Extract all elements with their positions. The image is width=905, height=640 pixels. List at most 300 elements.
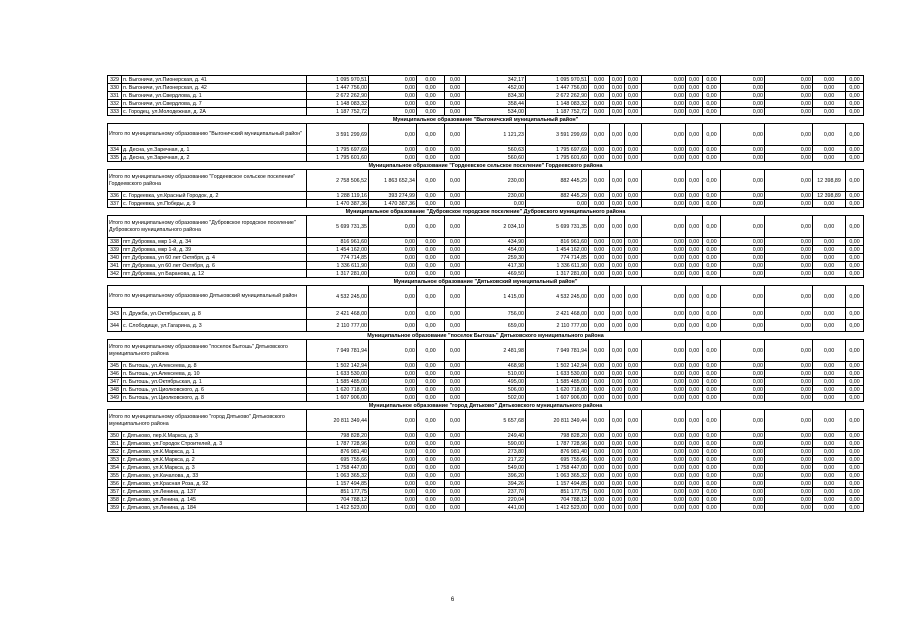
row-cell: 0,00 [703,154,721,162]
total-cell: 0,00 [703,216,721,238]
row-cell: 0,00 [610,362,625,370]
row-cell: 394,26 [466,480,526,488]
row-cell: 0,00 [846,394,864,402]
row-number: 333 [108,108,122,116]
total-cell: 0,00 [642,124,686,146]
row-cell: 0,00 [686,84,703,92]
row-cell: 816 961,60 [307,238,369,246]
row-cell: 0,00 [610,108,625,116]
row-number: 359 [108,504,122,512]
row-cell: 0,00 [703,192,721,200]
row-cell: 0,00 [610,84,625,92]
row-cell: 0,00 [813,496,846,504]
table-row [108,496,864,504]
row-cell: 1 412 523,00 [307,504,369,512]
total-cell: 2 481,98 [466,340,526,362]
row-cell: 1 447 756,00 [526,84,589,92]
row-cell: 0,00 [846,464,864,472]
row-cell: 0,00 [610,154,625,162]
row-cell: 1 787 728,96 [307,440,369,448]
row-number: 346 [108,370,122,378]
row-cell: 851 177,75 [526,488,589,496]
table-row [108,362,864,370]
row-cell: 0,00 [642,448,686,456]
row-number: 329 [108,76,122,84]
row-cell: 0,00 [589,504,610,512]
row-cell: 0,00 [721,496,765,504]
row-cell: 756,00 [466,308,526,320]
row-cell: 0,00 [721,448,765,456]
total-cell: 0,00 [721,216,765,238]
row-cell: 0,00 [642,246,686,254]
row-cell: 0,00 [589,84,610,92]
row-cell: 0,00 [445,320,466,332]
row-cell: 774 714,85 [307,254,369,262]
row-cell: 0,00 [642,386,686,394]
row-cell: 0,00 [417,448,445,456]
row-cell: 0,00 [846,308,864,320]
row-cell: 0,00 [642,308,686,320]
row-cell: 0,00 [369,262,417,270]
row-cell: 0,00 [589,432,610,440]
row-cell: 469,50 [466,270,526,278]
row-cell: 0,00 [686,464,703,472]
row-cell: 0,00 [610,238,625,246]
row-cell: 0,00 [445,378,466,386]
total-cell: 20 811 349,44 [307,410,369,432]
total-cell: 0,00 [589,124,610,146]
row-cell: 0,00 [703,488,721,496]
row-cell: 452,00 [466,84,526,92]
row-cell: 0,00 [417,394,445,402]
row-cell: 0,00 [721,200,765,208]
total-cell: 0,00 [369,216,417,238]
row-cell: 0,00 [721,394,765,402]
total-cell: 0,00 [686,216,703,238]
total-cell: 0,00 [417,124,445,146]
row-cell: 0,00 [703,100,721,108]
row-cell: 0,00 [369,504,417,512]
row-cell: 0,00 [846,370,864,378]
row-cell: 0,00 [589,456,610,464]
total-cell: 0,00 [642,340,686,362]
table-row [108,464,864,472]
row-number: 331 [108,92,122,100]
row-cell: 0,00 [589,386,610,394]
row-cell: 0,00 [721,370,765,378]
row-number: 343 [108,308,122,320]
row-cell: 0,00 [721,504,765,512]
row-cell: 0,00 [765,432,813,440]
row-cell: 0,00 [721,92,765,100]
row-cell: 0,00 [625,100,642,108]
total-cell: 0,00 [417,286,445,308]
row-cell: 0,00 [813,238,846,246]
row-number: 352 [108,448,122,456]
row-cell: 0,00 [686,472,703,480]
row-cell: 0,00 [813,246,846,254]
row-cell: 0,00 [846,84,864,92]
row-cell: 1 095 970,51 [307,76,369,84]
row-cell: 434,90 [466,238,526,246]
row-cell: 0,00 [642,496,686,504]
row-cell: 0,00 [610,308,625,320]
row-cell: 0,00 [625,308,642,320]
total-cell: 0,00 [369,340,417,362]
total-cell: 0,00 [686,170,703,192]
row-cell: 0,00 [369,440,417,448]
row-cell: 0,00 [642,472,686,480]
row-cell: 0,00 [625,108,642,116]
row-cell: 259,30 [466,254,526,262]
row-cell: 1 317 281,00 [526,270,589,278]
row-cell: 0,00 [846,378,864,386]
row-number: 339 [108,246,122,254]
row-cell: 0,00 [642,456,686,464]
row-cell: 0,00 [765,246,813,254]
row-cell: 0,00 [589,496,610,504]
row-cell: 0,00 [445,262,466,270]
row-cell: 0,00 [703,254,721,262]
row-cell: 590,00 [466,440,526,448]
row-cell: 12 398,89 [813,192,846,200]
total-cell: 0,00 [625,124,642,146]
row-cell: 1 620 718,00 [307,386,369,394]
row-number: 348 [108,386,122,394]
row-cell: 0,00 [765,192,813,200]
row-cell: 0,00 [445,432,466,440]
row-cell: 0,00 [445,488,466,496]
row-cell: 816 961,60 [526,238,589,246]
row-cell: 1 795 601,60 [526,154,589,162]
row-cell: 0,00 [813,108,846,116]
row-cell: 0,00 [642,100,686,108]
row-cell: 0,00 [721,378,765,386]
row-cell: 1 585 485,00 [526,378,589,386]
row-cell: 0,00 [813,386,846,394]
row-cell: 0,00 [625,200,642,208]
row-cell: 0,00 [686,238,703,246]
row-cell: 0,00 [813,472,846,480]
row-cell: 0,00 [721,154,765,162]
total-cell: 0,00 [625,410,642,432]
row-cell: 0,00 [445,154,466,162]
row-cell: 0,00 [765,100,813,108]
row-cell: 0,00 [369,84,417,92]
row-cell: 0,00 [703,394,721,402]
row-cell: 468,98 [466,362,526,370]
total-cell: 7 949 781,94 [307,340,369,362]
total-cell: 0,00 [703,170,721,192]
total-cell: 0,00 [813,216,846,238]
row-cell: 0,00 [417,262,445,270]
row-cell: 0,00 [625,154,642,162]
row-cell: 0,00 [765,154,813,162]
row-cell: 0,00 [686,394,703,402]
row-address: г. Дятьково, пер.К.Маркса, д. 3 [122,432,307,440]
row-cell: 0,00 [445,246,466,254]
row-cell: 1 336 611,90 [307,262,369,270]
row-cell: 0,00 [369,464,417,472]
row-cell: 0,00 [813,262,846,270]
row-cell: 0,00 [417,488,445,496]
row-cell: 0,00 [765,448,813,456]
row-address: пгт Дубровка, ул Баранова, д. 12 [122,270,307,278]
total-cell: 20 811 349,44 [526,410,589,432]
row-cell: 0,00 [369,472,417,480]
row-cell: 0,00 [625,146,642,154]
row-cell: 0,00 [721,238,765,246]
row-cell: 704 788,12 [526,496,589,504]
row-cell: 0,00 [721,262,765,270]
row-cell: 695 755,66 [307,456,369,464]
row-cell: 876 981,40 [526,448,589,456]
row-cell: 0,00 [703,76,721,84]
total-cell: 0,00 [721,286,765,308]
total-cell: 4 532 245,00 [307,286,369,308]
row-cell: 0,00 [703,146,721,154]
section-header: Муниципальное образование "Гордеевское сельское поселение" Гордеевского района [368,162,603,169]
row-cell: 0,00 [625,386,642,394]
register-table-body [108,76,864,512]
row-cell: 0,00 [642,254,686,262]
row-cell: 0,00 [846,76,864,84]
row-cell: 0,00 [417,320,445,332]
row-cell: 0,00 [703,84,721,92]
row-cell: 0,00 [417,432,445,440]
row-cell: 0,00 [610,262,625,270]
total-cell: 0,00 [610,124,625,146]
row-cell: 0,00 [846,92,864,100]
total-cell: 0,00 [417,410,445,432]
row-cell: 0,00 [417,440,445,448]
row-cell: 704 788,12 [307,496,369,504]
total-cell: 0,00 [445,124,466,146]
row-cell: 0,00 [369,456,417,464]
total-cell: 1 121,23 [466,124,526,146]
row-cell: 0,00 [765,440,813,448]
row-cell: 0,00 [813,100,846,108]
row-cell: 834,30 [466,92,526,100]
row-cell: 0,00 [846,270,864,278]
row-number: 349 [108,394,122,402]
row-cell: 0,00 [610,192,625,200]
row-cell: 0,00 [703,238,721,246]
row-cell: 0,00 [417,100,445,108]
row-cell: 0,00 [625,432,642,440]
row-cell: 0,00 [813,154,846,162]
total-label: Итого по муниципальному образованию "поселок Бытошь" Дятьковского муниципального района [108,340,307,362]
row-cell: 0,00 [703,448,721,456]
total-cell: 0,00 [625,216,642,238]
row-cell: 1 795 697,69 [307,146,369,154]
row-cell: 0,00 [369,254,417,262]
row-cell: 0,00 [703,496,721,504]
total-row [108,286,864,308]
total-cell: 0,00 [846,340,864,362]
row-cell: 0,00 [625,362,642,370]
row-cell: 0,00 [813,308,846,320]
total-cell: 0,00 [417,216,445,238]
row-cell: 0,00 [445,146,466,154]
row-cell: 510,00 [466,370,526,378]
row-cell: 0,00 [589,464,610,472]
row-cell: 0,00 [721,192,765,200]
row-address: г. Дятьково, ул.Городок Строителей, д. 3 [122,440,307,448]
row-cell: 0,00 [417,238,445,246]
row-cell: 0,00 [846,496,864,504]
row-cell: 0,00 [417,504,445,512]
row-cell: 0,00 [466,200,526,208]
row-cell: 0,00 [703,386,721,394]
row-cell: 0,00 [721,100,765,108]
row-cell: 0,00 [703,362,721,370]
row-cell: 1 758 447,00 [307,464,369,472]
total-cell: 0,00 [686,286,703,308]
total-cell: 7 949 781,94 [526,340,589,362]
total-cell: 0,00 [813,410,846,432]
row-cell: 0,00 [703,262,721,270]
row-cell: 0,00 [445,192,466,200]
row-cell: 1 412 523,00 [526,504,589,512]
row-cell: 0,00 [589,440,610,448]
row-cell: 0,00 [417,146,445,154]
row-cell: 0,00 [686,378,703,386]
row-cell: 1 454 162,00 [307,246,369,254]
row-cell: 0,00 [625,394,642,402]
row-number: 344 [108,320,122,332]
total-cell: 12 398,89 [813,170,846,192]
row-cell: 0,00 [610,378,625,386]
total-cell: 0,00 [703,340,721,362]
row-cell: 0,00 [813,488,846,496]
row-cell: 1 157 494,85 [307,480,369,488]
total-cell: 0,00 [445,170,466,192]
row-cell: 0,00 [589,378,610,386]
row-cell: 0,00 [417,254,445,262]
row-cell: 0,00 [445,448,466,456]
row-cell: 273,80 [466,448,526,456]
table-row [108,146,864,154]
total-cell: 0,00 [765,410,813,432]
row-cell: 1 607 906,00 [526,394,589,402]
row-cell: 0,00 [846,108,864,116]
table-row [108,100,864,108]
row-number: 342 [108,270,122,278]
total-cell: 3 591 299,69 [307,124,369,146]
row-cell: 0,00 [813,76,846,84]
row-cell: 0,00 [610,464,625,472]
row-cell: 0,00 [589,146,610,154]
row-cell: 0,00 [589,320,610,332]
row-cell: 0,00 [610,254,625,262]
row-cell: 0,00 [369,448,417,456]
section-header-row [108,162,864,170]
total-cell: 0,00 [642,410,686,432]
row-cell: 0,00 [445,440,466,448]
row-cell: 1 585 485,00 [307,378,369,386]
row-cell: 0,00 [765,472,813,480]
row-cell: 0,00 [765,386,813,394]
row-cell: 0,00 [625,246,642,254]
row-cell: 0,00 [369,146,417,154]
row-cell: 0,00 [686,200,703,208]
table-row [108,92,864,100]
row-cell: 560,63 [466,146,526,154]
row-cell: 0,00 [765,456,813,464]
row-cell: 0,00 [445,76,466,84]
total-cell: 4 532 245,00 [526,286,589,308]
row-cell: 1 157 494,85 [526,480,589,488]
row-cell: 0,00 [589,238,610,246]
table-row [108,386,864,394]
row-cell: 0,00 [417,362,445,370]
total-cell: 0,00 [589,286,610,308]
row-cell: 0,00 [703,246,721,254]
row-address: пгт Дубровка, ул 60 лет Октября, д. 4 [122,254,307,262]
row-cell: 0,00 [846,254,864,262]
row-cell: 0,00 [445,496,466,504]
row-cell: 502,00 [466,394,526,402]
table-row [108,308,864,320]
row-address: г. Дятьково, ул.К.Маркса, д. 1 [122,448,307,456]
row-cell: 0,00 [686,254,703,262]
row-cell: 0,00 [610,270,625,278]
row-cell: 1 447 756,00 [307,84,369,92]
total-cell: 0,00 [625,286,642,308]
row-number: 358 [108,496,122,504]
row-cell: 534,00 [466,108,526,116]
row-cell: 0,00 [642,238,686,246]
row-cell: 0,00 [813,504,846,512]
row-number: 332 [108,100,122,108]
row-cell: 0,00 [765,238,813,246]
row-cell: 0,00 [765,394,813,402]
total-cell: 0,00 [846,410,864,432]
row-address: п. Бытошь, ул.Алексеева, д. 10 [122,370,307,378]
register-table [107,75,864,512]
row-cell: 0,00 [846,386,864,394]
total-cell: 0,00 [589,340,610,362]
row-cell: 0,00 [369,92,417,100]
row-cell: 1 795 697,69 [526,146,589,154]
row-cell: 0,00 [765,108,813,116]
row-cell: 454,00 [466,246,526,254]
row-number: 337 [108,200,122,208]
row-cell: 0,00 [813,432,846,440]
section-header-row [108,402,864,410]
row-cell: 0,00 [589,192,610,200]
row-cell: 0,00 [721,146,765,154]
total-cell: 0,00 [846,170,864,192]
row-cell: 0,00 [369,496,417,504]
row-cell: 0,00 [813,464,846,472]
row-cell: 0,00 [846,154,864,162]
row-cell: 0,00 [686,480,703,488]
row-cell: 1 502 142,94 [307,362,369,370]
row-cell: 0,00 [765,362,813,370]
row-cell: 0,00 [625,488,642,496]
row-cell: 0,00 [813,84,846,92]
row-cell: 0,00 [765,270,813,278]
row-address: п. Дружба, ул.Октябрьская, д. 8 [122,308,307,320]
row-cell: 0,00 [721,472,765,480]
total-cell: 0,00 [610,216,625,238]
total-cell: 0,00 [686,410,703,432]
row-cell: 0,00 [813,270,846,278]
total-cell: 0,00 [417,170,445,192]
row-cell: 0,00 [686,370,703,378]
